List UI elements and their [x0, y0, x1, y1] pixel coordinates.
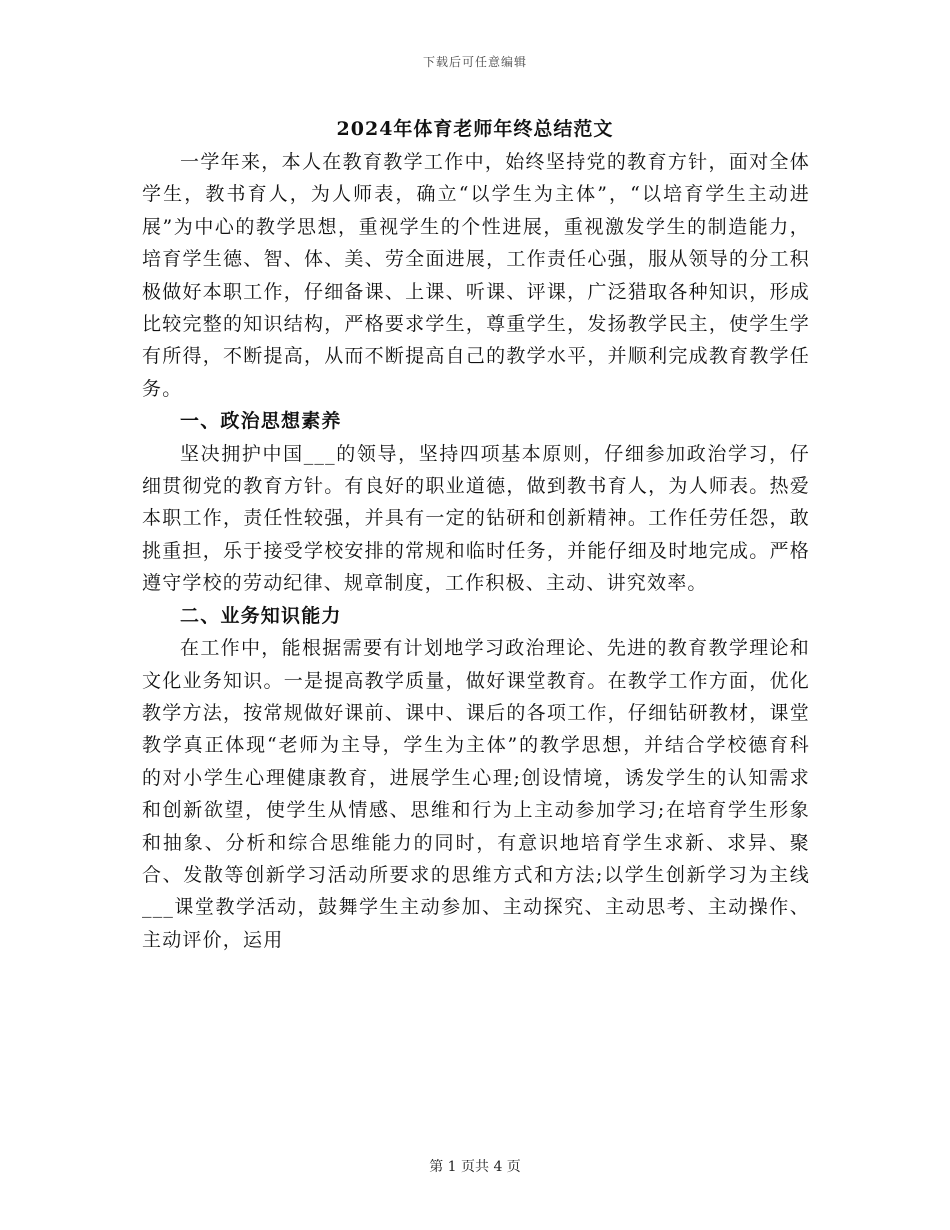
- document-body: [142, 146, 810, 956]
- section-heading-business: 二、业务知识能力: [180, 604, 342, 627]
- politics-paragraph: 坚决拥护中国___的领导，坚持四项基本原则，仔细参加政治学习，仔细贯彻党的教育方针。有良好的职业道德，做到教书育人，为人师表。热爱本职工作，责任性较强，并具有一定的钻研和创新精神。工作任劳任怨，敢挑重担，乐于接受学校安排的常规和临时任务，并能仔细及时地完成。严格遵守学校的劳动纪律、规章制度，工作积极、主动、讲究效率。: [142, 442, 810, 595]
- header-note: 下载后可任意编辑: [422, 55, 527, 69]
- business-paragraph: 在工作中，能根据需要有计划地学习政治理论、先进的教育教学理论和文化业务知识。一是提高教学质量，做好课堂教育。在教学工作方面，优化教学方法，按常规做好课前、课中、课后的各项工作，仔细钻研教材，课堂教学真正体现“老师为主导，学生为主体”的教学思想，并结合学校德育科的对小学生心理健康教育，进展学生心理;创设情境，诱发学生的认知需求和创新欲望，使学生从情感、思维和行为上主动参加学习;在培育学生形象和抽象、分析和综合思维能力的同时，有意识地培育学生求新、求异、聚合、发散等创新学习活动所要求的思维方式和方法;以学生创新学习为主线___课堂教学活动，鼓舞学生主动参加、主动探究、主动思考、主动操作、主动评价，运用: [142, 637, 810, 951]
- intro-paragraph: 一学年来，本人在教育教学工作中，始终坚持党的教育方针，面对全体学生，教书育人，为人师表，确立“以学生为主体”，“以培育学生主动进展”为中心的教学思想，重视学生的个性进展，重视激发学生的制造能力，培育学生德、智、体、美、劳全面进展，工作责任心强，服从领导的分工积极做好本职工作，仔细备课、上课、听课、评课，广泛猎取各种知识，形成比较完整的知识结构，严格要求学生，尊重学生，发扬教学民主，使学生学有所得，不断提高，从而不断提高自己的教学水平，并顺利完成教育教学任务。: [142, 151, 810, 400]
- section-heading-politics: 一、政治思想素养: [180, 410, 342, 433]
- page-number: 第 1 页共 4 页: [429, 1159, 521, 1175]
- document-title: 2024年体育老师年终总结范文: [336, 118, 614, 140]
